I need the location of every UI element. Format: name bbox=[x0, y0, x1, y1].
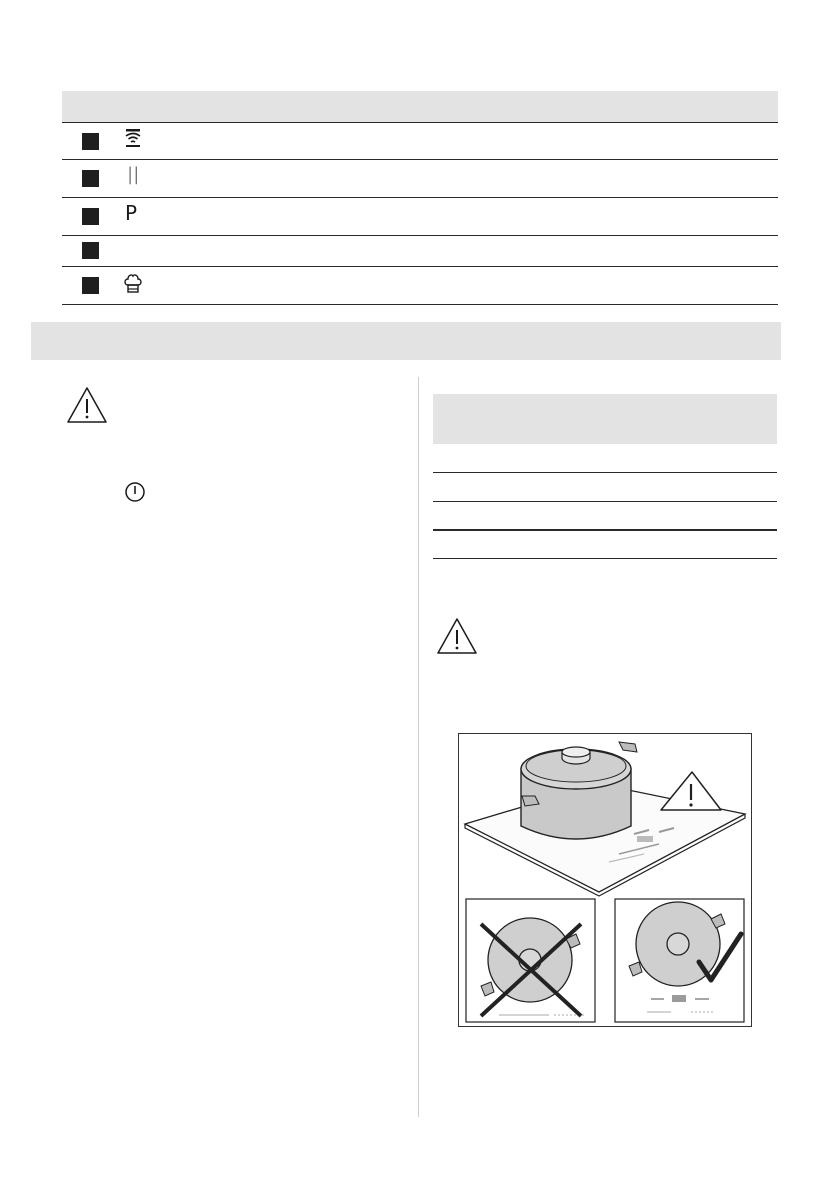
table-rule bbox=[433, 501, 777, 502]
row-marker bbox=[82, 133, 99, 150]
table-rule bbox=[433, 558, 777, 559]
section-header-bar bbox=[31, 322, 781, 360]
top-table-header bbox=[62, 91, 778, 122]
table-rule bbox=[62, 304, 778, 305]
power-icon bbox=[124, 481, 146, 503]
table-rule bbox=[62, 266, 778, 267]
table-rule bbox=[62, 159, 778, 160]
row-marker bbox=[82, 208, 99, 225]
table-rule bbox=[62, 235, 778, 236]
table-rule bbox=[433, 529, 777, 531]
chef-hat-icon bbox=[123, 273, 143, 295]
warning-icon bbox=[66, 386, 108, 424]
table-rule bbox=[62, 197, 778, 198]
row-marker bbox=[82, 277, 99, 294]
table-rule bbox=[433, 472, 777, 473]
right-table-header bbox=[433, 394, 777, 444]
warning-icon bbox=[661, 772, 721, 810]
table-rule bbox=[62, 122, 778, 123]
cookware-illustration bbox=[458, 733, 752, 1027]
row-marker bbox=[82, 242, 99, 259]
power-boost-icon: P bbox=[125, 201, 138, 225]
column-divider bbox=[418, 377, 419, 1117]
row-marker bbox=[82, 170, 99, 187]
pause-icon: || bbox=[127, 164, 140, 185]
hob-hood-wifi-icon bbox=[124, 127, 142, 149]
warning-icon bbox=[436, 617, 478, 655]
